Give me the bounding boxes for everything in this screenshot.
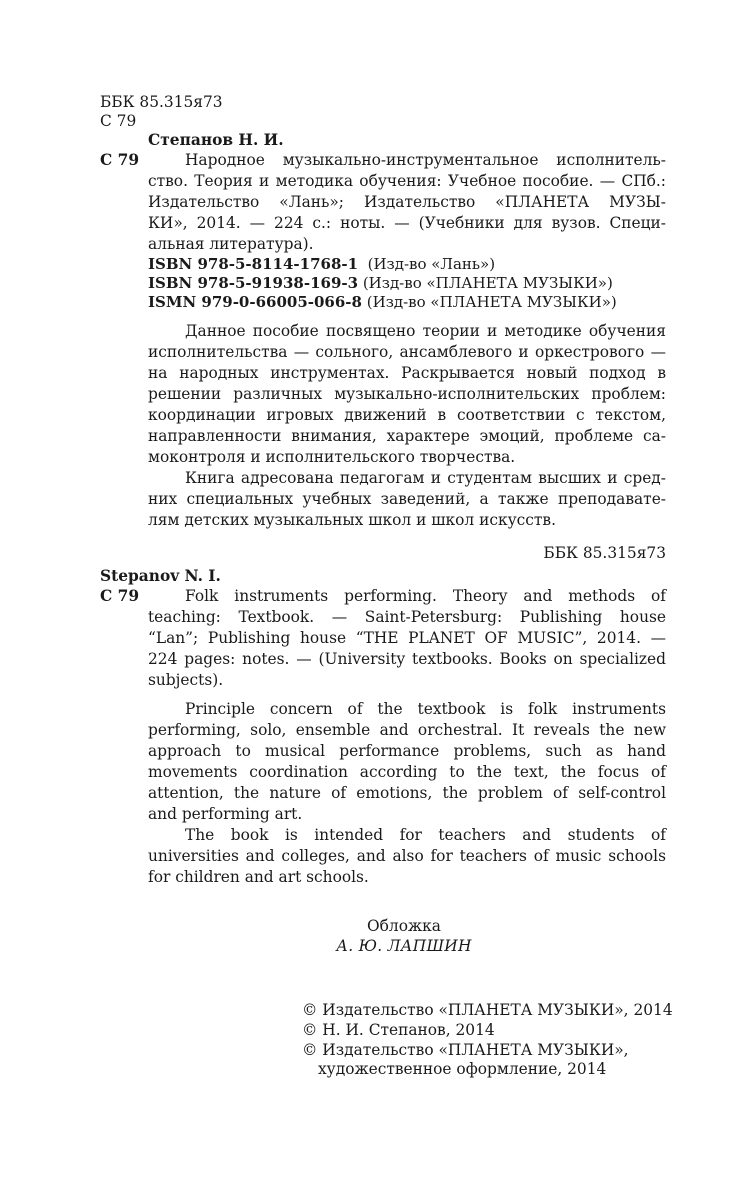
cover-label: Обложка: [367, 917, 441, 935]
ismn-row: [148, 292, 617, 312]
bbk-top: ББК 85.315я73: [100, 93, 223, 111]
en-abstract-line: Principle concern of the textbook is folk instruments: [185, 700, 666, 718]
en-audience-line: universities and colleges, and also for teachers of music schools: [148, 847, 666, 865]
isbn-row: [148, 273, 613, 293]
ru-abstract-line: координации игровых движений в соответствии с текстом,: [148, 406, 666, 424]
en-desc-line: subjects).: [148, 671, 224, 689]
isbn-number: ISBN 978-5-91938-169-3: [148, 274, 359, 292]
en-desc-line: Folk instruments performing. Theory and methods of: [185, 587, 666, 605]
bbk-right: ББК 85.315я73: [543, 544, 666, 562]
ru-abstract-line: Данное пособие посвящено теории и методике обучения: [185, 322, 666, 340]
ru-desc-line: альная литература).: [148, 235, 314, 253]
copyright-line: © Издательство «ПЛАНЕТА МУЗЫКИ»,: [302, 1041, 629, 1059]
ru-index: С 79: [100, 151, 140, 169]
copyright-line: © Н. И. Степанов, 2014: [302, 1021, 495, 1039]
ru-desc-line: Народное музыкально-инструментальное исполнитель-: [185, 151, 666, 169]
ru-abstract-line: решении различных музыкально-исполнительских проблем:: [148, 385, 666, 403]
en-abstract-line: movements coordination according to the text, the focus of: [148, 763, 666, 781]
ru-audience-line: них специальных учебных заведений, а также преподавате-: [148, 490, 666, 508]
isbn-number: ISBN 978-5-8114-1768-1: [148, 255, 359, 273]
isbn-publisher: (Изд-во «Лань»): [367, 255, 496, 273]
ismn-number: ISMN 979-0-66005-066-8: [148, 293, 362, 311]
en-abstract-line: performing, solo, ensemble and orchestral. It reveals the new: [148, 721, 666, 739]
en-author: Stepanov N. I.: [100, 567, 221, 585]
en-desc-line: teaching: Textbook. — Saint-Petersburg: Publishing house: [148, 608, 666, 626]
ru-abstract-line: моконтроля и исполнительского творчества.: [148, 448, 516, 466]
ru-audience-line: лям детских музыкальных школ и школ искусств.: [148, 511, 556, 529]
isbn-row: [148, 254, 495, 274]
en-abstract-line: approach to musical performance problems, such as hand: [148, 742, 666, 760]
ru-abstract-line: направленности внимания, характере эмоций, проблеме са-: [148, 427, 666, 445]
ru-audience-line: Книга адресована педагогам и студентам высших и сред-: [185, 469, 666, 487]
copyright-line: © Издательство «ПЛАНЕТА МУЗЫКИ», 2014: [302, 1001, 673, 1019]
ru-desc-line: ство. Теория и методика обучения: Учебное пособие. — СПб.:: [148, 172, 666, 190]
ru-abstract-line: исполнительства — сольного, ансамблевого и оркестрового —: [148, 343, 666, 361]
en-desc-line: “Lan”; Publishing house “THE PLANET OF MUSIC”, 2014. —: [148, 629, 666, 647]
ru-author: Степанов Н. И.: [148, 131, 284, 149]
ru-abstract-line: на народных инструментах. Раскрывается новый подход в: [148, 364, 666, 382]
en-desc-line: 224 pages: notes. — (University textbooks. Books on specialized: [148, 650, 666, 668]
ismn-publisher: (Изд-во «ПЛАНЕТА МУЗЫКИ»): [366, 293, 617, 311]
en-abstract-line: and performing art.: [148, 805, 303, 823]
en-audience-line: The book is intended for teachers and students of: [185, 826, 666, 844]
cover-artist: А. Ю. ЛАПШИН: [336, 937, 472, 955]
en-audience-line: for children and art schools.: [148, 868, 369, 886]
index-top: С 79: [100, 112, 137, 130]
copyright-line: художественное оформление, 2014: [318, 1060, 607, 1078]
ru-desc-line: Издательство «Лань»; Издательство «ПЛАНЕТА МУЗЫ-: [148, 193, 666, 211]
en-index: С 79: [100, 587, 140, 605]
isbn-publisher: (Изд-во «ПЛАНЕТА МУЗЫКИ»): [362, 274, 613, 292]
ru-desc-line: КИ», 2014. — 224 с.: ноты. — (Учебники для вузов. Специ-: [148, 214, 666, 232]
en-abstract-line: attention, the nature of emotions, the problem of self-control: [148, 784, 666, 802]
